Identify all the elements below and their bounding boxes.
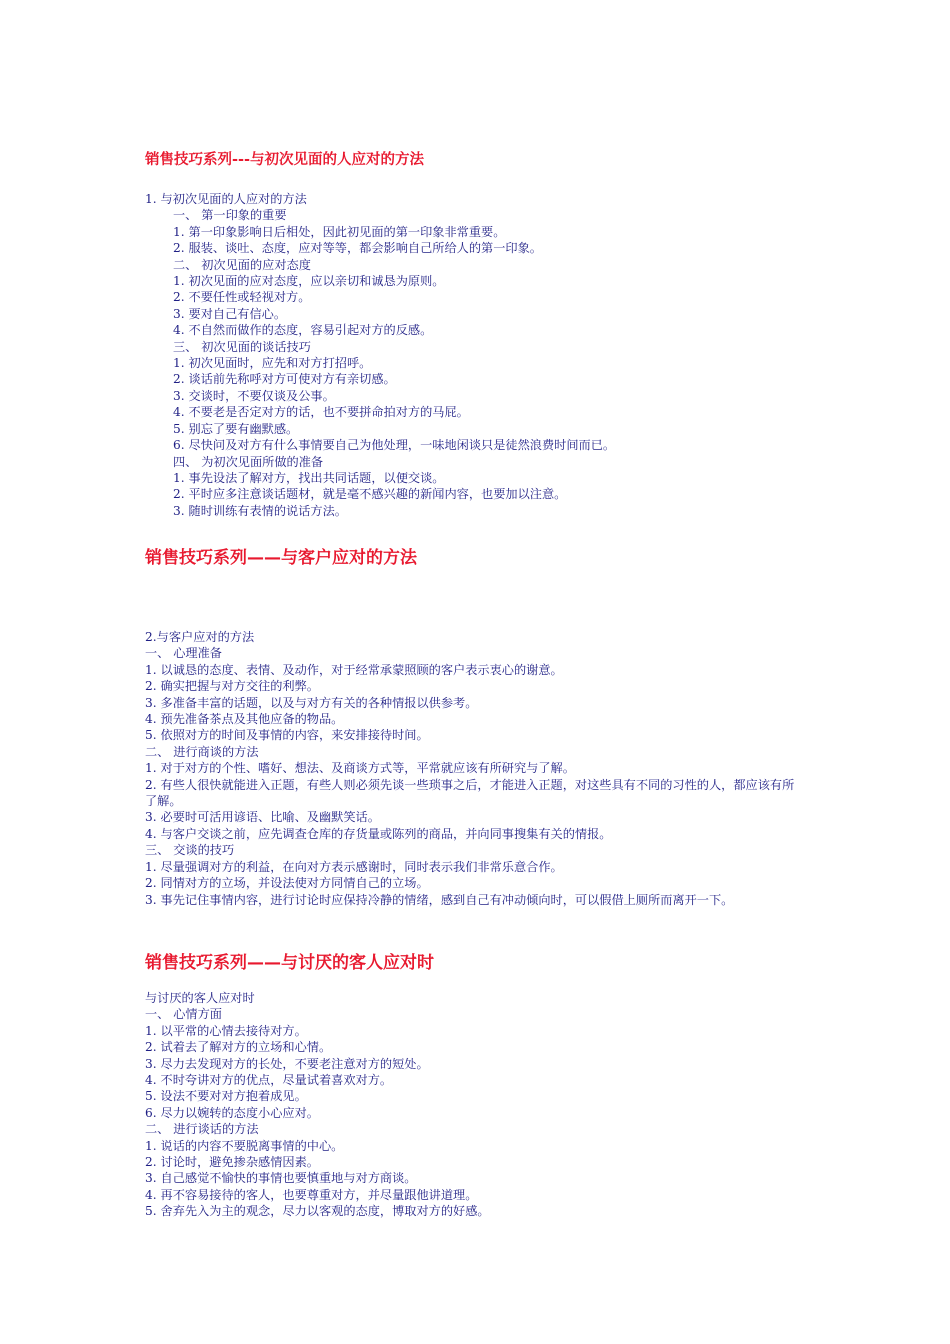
section-2-line: 二、 进行商谈的方法 <box>145 744 259 759</box>
section-3-line: 5. 舍弃先入为主的观念，尽力以客观的态度，博取对方的好感。 <box>145 1204 490 1219</box>
section-2-line: 4. 预先准备茶点及其他应备的物品。 <box>145 712 344 727</box>
section-1-line: 5. 别忘了要有幽默感。 <box>173 421 299 436</box>
section-1-line: 2. 谈话前先称呼对方可使对方有亲切感。 <box>173 372 396 387</box>
section-3-line: 1. 说话的内容不要脱离事情的中心。 <box>145 1138 344 1153</box>
section-2-title: 销售技巧系列——与客户应对的方法 <box>145 548 417 568</box>
section-1-body <box>145 191 805 519</box>
section-1-line: 三、 初次见面的谈话技巧 <box>173 339 311 354</box>
section-1-line: 1. 初次见面的应对态度，应以亲切和诚恳为原则。 <box>173 274 445 289</box>
section-2-line: 1. 尽量强调对方的利益，在向对方表示感谢时，同时表示我们非常乐意合作。 <box>145 859 563 874</box>
section-1-line: 1. 事先设法了解对方，找出共同话题，以便交谈。 <box>173 470 445 485</box>
section-1-line: 6. 尽快问及对方有什么事情要自己为他处理，一味地闲谈只是徒然浪费时间而已。 <box>173 438 616 453</box>
section-2-line: 5. 依照对方的时间及事情的内容，来安排接待时间。 <box>145 728 429 743</box>
section-1-line: 2. 平时应多注意谈话题材，就是毫不感兴趣的新闻内容，也要加以注意。 <box>173 487 567 502</box>
section-1-line: 2. 服装、谈吐、态度，应对等等，都会影响自己所给人的第一印象。 <box>173 241 542 256</box>
section-1-line: 一、 第一印象的重要 <box>173 208 287 223</box>
section-1-line: 1. 初次见面时，应先和对方打招呼。 <box>173 356 372 371</box>
section-2-line: 2. 确实把握与对方交往的利弊。 <box>145 679 319 694</box>
section-3-line: 2. 讨论时，避免掺杂感情因素。 <box>145 1155 319 1170</box>
section-3-line: 3. 自己感觉不愉快的事情也要慎重地与对方商谈。 <box>145 1171 417 1186</box>
section-2-line: 1. 以诚恳的态度、表情、及动作，对于经常承蒙照顾的客户表示衷心的谢意。 <box>145 662 563 677</box>
section-1-line: 4. 不要老是否定对方的话，也不要拼命拍对方的马屁。 <box>173 405 469 420</box>
section-2-line: 三、 交谈的技巧 <box>145 843 235 858</box>
section-1-line: 4. 不自然而做作的态度，容易引起对方的反感。 <box>173 323 433 338</box>
section-2-line: 3. 必要时可活用谚语、比喻、及幽默笑话。 <box>145 810 380 825</box>
section-3-line: 4. 不时夸讲对方的优点，尽量试着喜欢对方。 <box>145 1073 393 1088</box>
section-3-line: 一、 心情方面 <box>145 1007 222 1022</box>
section-2-body <box>145 629 805 908</box>
section-2-line: 2. 有些人很快就能进入正题，有些人则必须先谈一些琐事之后，才能进入正题，对这些具有不同的习性的人，都应该有所了解。 <box>145 777 795 809</box>
section-2-line: 3. 多准备丰富的话题，以及与对方有关的各种情报以供参考。 <box>145 695 478 710</box>
section-3-line: 与讨厌的客人应对时 <box>145 991 255 1005</box>
section-2-line: 4. 与客户交谈之前，应先调查仓库的存货量或陈列的商品，并向同事搜集有关的情报。 <box>145 826 612 841</box>
section-1-line: 二、 初次见面的应对态度 <box>173 257 311 272</box>
section-3-line: 3. 尽力去发现对方的长处，不要老注意对方的短处。 <box>145 1056 429 1071</box>
section-1-line: 3. 要对自己有信心。 <box>173 306 287 321</box>
section-2-line: 2.与客户应对的方法 <box>145 630 255 644</box>
section-1-line: 3. 随时训练有表情的说话方法。 <box>173 503 347 518</box>
section-3-line: 二、 进行谈话的方法 <box>145 1122 259 1137</box>
section-1-line: 四、 为初次见面所做的准备 <box>173 454 324 469</box>
section-1-line: 2. 不要任性或轻视对方。 <box>173 290 311 305</box>
section-1-line: 1. 第一印象影响日后相处，因此初见面的第一印象非常重要。 <box>173 224 506 239</box>
section-3-line: 1. 以平常的心情去接待对方。 <box>145 1023 307 1038</box>
section-3-line: 4. 再不容易接待的客人，也要尊重对方，并尽量跟他讲道理。 <box>145 1187 478 1202</box>
section-2-line: 1. 对于对方的个性、嗜好、想法、及商谈方式等，平常就应该有所研究与了解。 <box>145 761 575 776</box>
section-1-line: 1. 与初次见面的人应对的方法 <box>145 192 307 206</box>
section-3-body <box>145 990 805 1220</box>
section-3-line: 2. 试着去了解对方的立场和心情。 <box>145 1040 332 1055</box>
section-2-line: 一、 心理准备 <box>145 646 222 661</box>
section-3-line: 6. 尽力以婉转的态度小心应对。 <box>145 1105 319 1120</box>
section-2-line: 3. 事先记住事情内容，进行讨论时应保持冷静的情绪，感到自己有冲动倾向时，可以假借上厕所而离开一下。 <box>145 892 734 907</box>
section-3-title: 销售技巧系列——与讨厌的客人应对时 <box>145 953 434 973</box>
section-1-title: 销售技巧系列---与初次见面的人应对的方法 <box>145 152 425 168</box>
section-2-line: 2. 同情对方的立场，并设法使对方同情自己的立场。 <box>145 876 429 891</box>
section-3-line: 5. 设法不要对对方抱着成见。 <box>145 1089 307 1104</box>
section-1-line: 3. 交谈时，不要仅谈及公事。 <box>173 388 335 403</box>
